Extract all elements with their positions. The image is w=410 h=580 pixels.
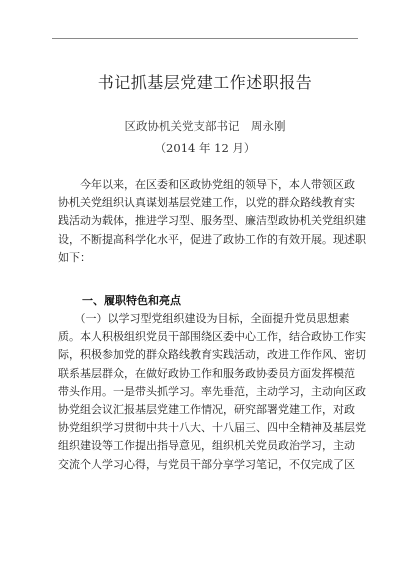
intro-line: 设，不断提高科学化水平，促进了政协工作的有效开展。现述职	[58, 232, 366, 246]
body-line: 组织建设等工作提出指导意见，组织机关党员政治学习，主动	[58, 439, 355, 453]
body-line: 交流个人学习心得，与党员干部分享学习笔记，不仅完成了区	[58, 457, 355, 471]
intro-line: 践活动为载体，推进学习型、服务型、廉洁型政协机关党组织建	[58, 214, 366, 228]
header-rule	[52, 38, 358, 39]
section-heading: 一、履职特色和亮点	[82, 294, 181, 307]
date-line: （2014 年 12 月）	[154, 141, 256, 155]
intro-line: 今年以来，在区委和区政协党组的领导下，本人带领区政	[58, 178, 355, 191]
body-line: 带头作用。一是带头抓学习。率先垂范，主动学习，主动向区政	[58, 384, 366, 398]
author-line: 区政协机关党支部书记 周永刚	[124, 119, 286, 133]
intro-paragraph	[58, 176, 366, 267]
intro-line: 如下：	[58, 250, 91, 264]
body-paragraph	[58, 310, 366, 474]
body-line: （一）以学习型党组织建设为目标，全面提升党员思想素	[58, 312, 350, 325]
body-line: 质。本人积极组织党员干部围绕区委中心工作，结合政协工作实	[58, 330, 366, 344]
body-line: 协党组织学习贯彻中共十八大、十八届三、四中全精神及基层党	[58, 421, 366, 435]
intro-line: 协机关党组织认真谋划基层党建工作，以党的群众路线教育实	[58, 196, 355, 210]
body-line: 协党组会议汇报基层党建工作情况，研究部署党建工作，对政	[58, 403, 355, 417]
body-line: 际，积极参加党的群众路线教育实践活动，改进工作作风、密切	[58, 348, 366, 362]
document-title: 书记抓基层党建工作述职报告	[97, 73, 313, 92]
body-line: 联系基层群众，在做好政协工作和服务政协委员方面发挥模范	[58, 366, 355, 380]
